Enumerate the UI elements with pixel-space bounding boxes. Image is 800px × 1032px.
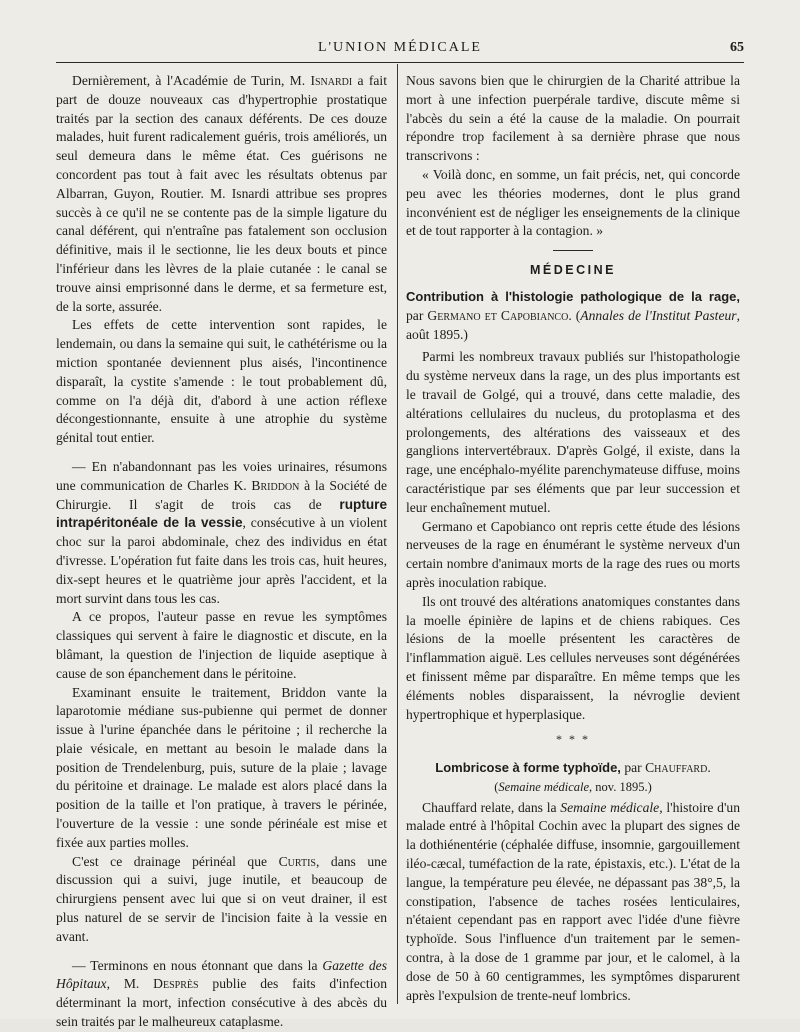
author-name: Germano et Capobianco <box>427 307 569 323</box>
paragraph-germano: Germano et Capobianco ont repris cette étude des lésions nerveuses de la rage en énumérant le système nerveux d'un certain nombre d'animaux morts de la rage des rues ou morts après inoculation rabique. <box>406 518 740 590</box>
paragraph-golge: Parmi les nombreux travaux publiés sur l'histopathologie du système nerveux dans la rage, un des plus importants est le travail de Golgé, qui a trouvé, dans cette maladie, des altérations cellulaires du nucleus, du protoplasma et des prolongements, des altérations des vaisseaux et des ganglions intervertébraux. D'après Golgé, il existe, dans la rage, une encéphalo-myélite parenchymateuse diffuse, moins caractéristique par ses éléments que par leur succession et leur enchaînement mutuel. <box>406 349 740 515</box>
page-number: 65 <box>730 40 744 55</box>
paragraph-charite: Nous savons bien que le chirurgien de la Charité attribue la mort à une infection puerpérale tardive, discute même si l'abcès du sein a été la cause de la maladie. On pourrait répondre trop facilement à sa dernière phrase que nous transcrivons : <box>406 73 740 164</box>
author-name: Chauffard <box>645 760 708 776</box>
journal-title: Annales de l'Institut Pasteur <box>580 307 737 323</box>
column-divider <box>397 64 398 1004</box>
journal-title: Semaine médicale <box>498 779 590 794</box>
right-column <box>406 72 740 1005</box>
article-heading-lombricose: Lombricose à forme typhoïde, par Chauffard. <box>435 760 711 776</box>
bold-term: rupture intrapéritonéale de la vessie <box>56 496 387 531</box>
paragraph-lesions: Ils ont trouvé des altérations anatomiques constantes dans la moelle épinière de lapins et de chiens rabiques. Ces lésions de la moelle présentent les caractères de l'inflammation aiguë. Les cellules nerveuses sont dégénérées et finissent même par disparaître. En même temps que les éléments nobles disparaissent, la névroglie devient hypertrophique et hyperplasique. <box>406 593 740 722</box>
paragraph-briddon: — En n'abandonnant pas les voies urinaires, résumons une communication de Charles K. Briddon à la Société de Chirurgie. Il s'agit de trois cas de rupture intrapéritonéale de la vessie, consécutive à un violent choc sur la paroi abdominale, chez des individus en état d'ivresse. L'opération fut faite dans les trois cas, huit heures, dix-sept heures et le quatrième jour après l'accident, et la mort survint dans tous les cas. <box>56 458 387 606</box>
paragraph-curtis: C'est ce drainage périnéal que Curtis, dans une discussion qui a suivi, juge inutile, et beaucoup de chirurgiens pensent avec lui que si on veut drainer, il est plus naturel de se servir de l'incision faite à la vessie en avant. <box>56 853 387 944</box>
running-title: L'UNION MÉDICALE <box>317 40 482 55</box>
article-heading-rage: Contribution à l'histologie pathologique de la rage, par Germano et Capobianco. (Annales de l'Institut Pasteur, août 1895.) <box>406 288 740 342</box>
journal-title: Gazette des Hôpitaux <box>56 957 387 992</box>
header-rule <box>56 62 744 63</box>
paragraph-despres: — Terminons en nous étonnant que dans la Gazette des Hôpitaux, M. Desprès publie des faits d'infection déterminant la mort, infection consécutive à des abcès du sein traités par le malheureux cataplasme. <box>56 957 387 1030</box>
page-header <box>56 38 744 58</box>
paragraph-symptoms: A ce propos, l'auteur passe en revue les symptômes classiques qui servent à faire le diagnostic et discute, en la blâmant, la question de l'injection de liquide aseptique à cause de son épanchement dans le péritoine. <box>56 609 387 681</box>
author-name: Desprès <box>153 976 199 992</box>
author-name: Briddon <box>251 477 300 493</box>
paragraph-quote: « Voilà donc, en somme, un fait précis, net, qui concorde peu avec les théories modernes, dont le plus grand inconvénient est de négliger les enseignements de la clinique et de tout rapporter à la contagion. » <box>406 166 740 239</box>
article-source: (Semaine médicale, nov. 1895.) <box>494 779 652 794</box>
asterism: * * * <box>556 732 590 747</box>
paragraph-effects: Les effets de cette intervention sont rapides, le lendemain, ou dans la semaine qui suit, le cathétérisme ou la miction spontanée deviennent plus aisés, l'incontinence disparaît, la cystite s'amende : le tout probablement dû, comme on l'a déjà dit, d'abord à une action réflexe décongestionnante, ensuite à une atrophie du système génital tout entier. <box>56 317 387 446</box>
author-name: Isnardi <box>310 73 353 88</box>
paragraph-treatment: Examinant ensuite le traitement, Briddon vante la laparotomie médiane sus-pubienne qui permet de donner issue à l'urine épanchée dans le péritoine ; il recherche la plaie vésicale, en mettant au besoin le malade dans la position de Trendelenburg, puis, suture de la plaie ; lavage du péritoine et drainage. Le malade est alors placé dans la position de la taille et l'on pratique, à travers le périnée, l'ouverture de la vessie : une sonde périnéale est mise et fixée aux parties molles. <box>56 684 387 850</box>
paragraph-isnardi: Dernièrement, à l'Académie de Turin, M. Isnardi a fait part de douze nouveaux cas d'hypertrophie prostatique traités par la section des canaux déférents. De ces douze malades, huit furent radicalement guéris, trois améliorés, un seul demeura dans le même état. Ces guérisons ne concordent pas tout à fait avec les résultats obtenus par Albarran, Guyon, Routier. M. Isnardi attribue ses propres succès à ce qu'il ne se contente pas de la simple ligature du canal déférent, qui n'entraîne pas fatalement son occlusion définitive, mais il le sectionne, lie les deux bouts et pince l'inférieur dans les lèvres de la plaie cutanée : le canal se trouve ainsi emprisonné dans le derme, et sa fermeture est, de la sorte, assurée. <box>56 73 387 314</box>
paragraph-chauffard: Chauffard relate, dans la Semaine médicale, l'histoire d'un malade entré à l'hôpital Cochin avec la plupart des signes de la dothiénentérie (céphalée diffuse, insomnie, gargouillement iléo-cæcal, tuméfaction de la rate, épistaxis, etc.). L'état de la langue, la température peu élevée, ne dépassant pas 38°,5, la constipation, l'absence de taches rosées lenticulaires, n'étaient cependant pas en rapport avec l'idée d'une fièvre typhoïde. Sous l'influence d'un traitement par le semen-contra, à la dose de 1 gramme par jour, et le calomel, à la dose de 50 à 60 centigrammes, les symptômes disparurent après l'expulsion de trente-neuf lombrics. <box>406 799 741 1003</box>
journal-title: Semaine médicale <box>560 799 660 815</box>
section-title: MÉDECINE <box>530 263 616 278</box>
section-rule <box>553 250 593 251</box>
author-name: Curtis <box>278 853 316 869</box>
left-column <box>56 72 387 1032</box>
